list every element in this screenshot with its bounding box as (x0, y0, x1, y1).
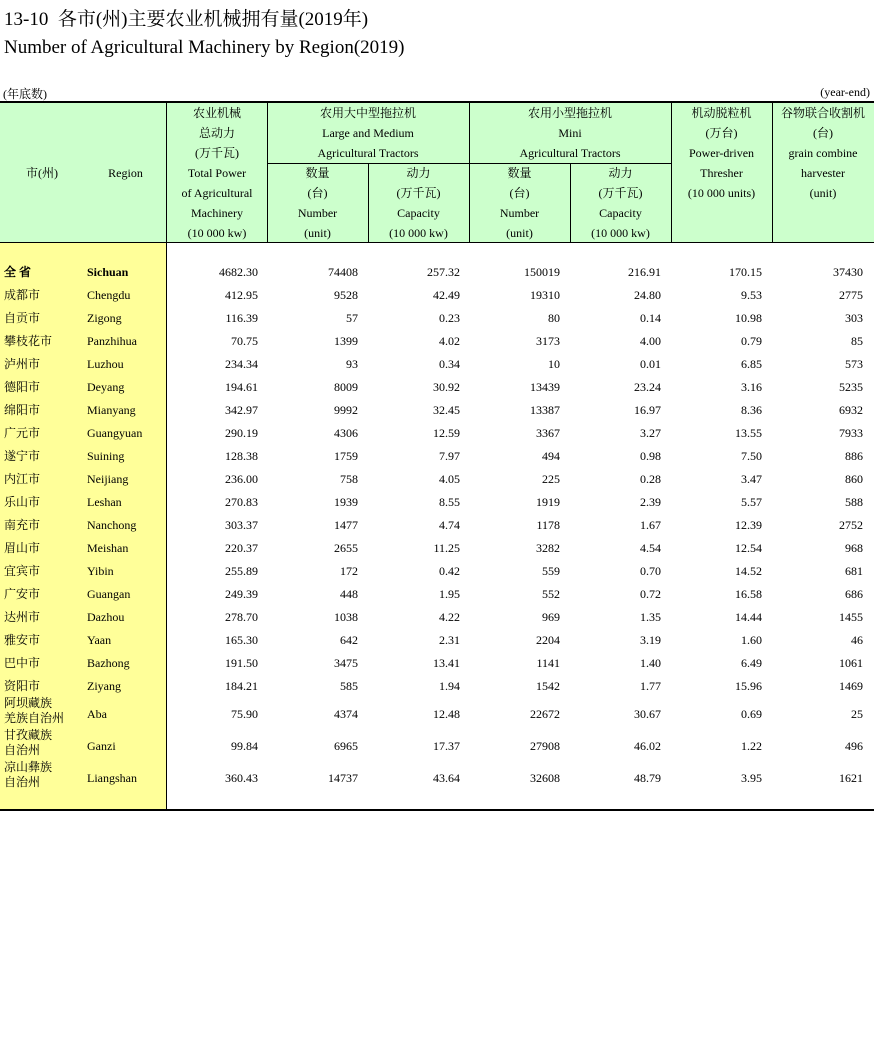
cell-lm-capacity: 1.95 (439, 587, 460, 601)
header-line: (unit) (506, 226, 533, 240)
header-line: (10 000 units) (687, 186, 756, 200)
cell-total-power: 234.34 (225, 357, 258, 371)
header-divider (570, 163, 571, 242)
region-name-en: Meishan (87, 541, 129, 555)
cell-total-power: 278.70 (225, 610, 258, 624)
cell-thresher: 1.22 (741, 739, 762, 753)
cell-harvester: 85 (851, 334, 863, 348)
cell-total-power: 99.84 (231, 739, 258, 753)
cell-mini-number: 1178 (536, 518, 560, 532)
cell-thresher: 3.16 (741, 380, 762, 394)
region-name-cn: 绵阳市 (4, 403, 41, 417)
header-region-en: Region (108, 166, 143, 180)
cell-mini-capacity: 16.97 (634, 403, 661, 417)
cell-lm-number: 3475 (334, 656, 358, 670)
cell-lm-capacity: 0.42 (439, 564, 460, 578)
cell-thresher: 9.53 (741, 288, 762, 302)
cell-mini-capacity: 216.91 (628, 265, 661, 279)
cell-thresher: 3.47 (741, 472, 762, 486)
cell-harvester: 1621 (839, 771, 863, 785)
cell-mini-capacity: 0.28 (640, 472, 661, 486)
cell-mini-capacity: 1.40 (640, 656, 661, 670)
header-line: harvester (801, 166, 845, 180)
cell-total-power: 360.43 (225, 771, 258, 785)
cell-total-power: 290.19 (225, 426, 258, 440)
header-line: grain combine (788, 146, 858, 160)
cell-thresher: 14.44 (735, 610, 762, 624)
cell-lm-capacity: 30.92 (433, 380, 460, 394)
cell-lm-number: 14737 (328, 771, 358, 785)
region-name-en: Bazhong (87, 656, 130, 670)
table-row (0, 377, 874, 397)
cell-mini-capacity: 1.67 (640, 518, 661, 532)
region-name-en: Deyang (87, 380, 125, 394)
table-row (0, 469, 874, 489)
cell-mini-number: 10 (548, 357, 560, 371)
cell-total-power: 128.38 (225, 449, 258, 463)
cell-harvester: 6932 (839, 403, 863, 417)
cell-thresher: 0.69 (741, 707, 762, 721)
header-line: Capacity (599, 206, 642, 220)
region-name-cn-line: 自治州 (4, 775, 41, 789)
region-name-cn (4, 728, 52, 758)
cell-lm-capacity: 1.94 (439, 679, 460, 693)
cell-mini-number: 969 (542, 610, 560, 624)
header-large-capacity (368, 163, 469, 242)
region-name-cn: 宜宾市 (4, 564, 41, 578)
cell-harvester: 46 (851, 633, 863, 647)
cell-mini-capacity: 23.24 (634, 380, 661, 394)
header-line: 农用小型拖拉机 (527, 106, 612, 120)
header-divider (267, 103, 268, 242)
cell-lm-number: 93 (346, 357, 358, 371)
header-line: (台) (509, 186, 530, 200)
cell-thresher: 1.60 (741, 633, 762, 647)
cell-mini-number: 13439 (530, 380, 560, 394)
cell-lm-capacity: 4.05 (439, 472, 460, 486)
cell-total-power: 116.39 (225, 311, 258, 325)
table-row (0, 354, 874, 374)
header-harvester (772, 103, 874, 242)
cell-mini-capacity: 3.19 (640, 633, 661, 647)
cell-thresher: 5.57 (741, 495, 762, 509)
table-row (0, 760, 874, 792)
cell-mini-capacity: 0.98 (640, 449, 661, 463)
cell-mini-number: 1919 (536, 495, 560, 509)
cell-lm-capacity: 42.49 (433, 288, 460, 302)
region-name-en: Leshan (87, 495, 122, 509)
table-row (0, 400, 874, 420)
cell-mini-capacity: 0.70 (640, 564, 661, 578)
cell-mini-number: 552 (542, 587, 560, 601)
cell-total-power: 303.37 (225, 518, 258, 532)
header-line: Capacity (397, 206, 440, 220)
cell-thresher: 12.54 (735, 541, 762, 555)
cell-mini-number: 3367 (536, 426, 560, 440)
cell-harvester: 303 (845, 311, 863, 325)
header-line: (unit) (304, 226, 331, 240)
region-name-cn: 德阳市 (4, 380, 41, 394)
cell-lm-number: 1477 (334, 518, 358, 532)
region-name-cn-line: 羌族自治州 (4, 711, 65, 725)
cell-harvester: 886 (845, 449, 863, 463)
cell-mini-capacity: 0.14 (640, 311, 661, 325)
cell-harvester: 1061 (839, 656, 863, 670)
table-row (0, 607, 874, 627)
cell-harvester: 573 (845, 357, 863, 371)
region-name-cn: 雅安市 (4, 633, 41, 647)
cell-mini-number: 3173 (536, 334, 560, 348)
cell-mini-capacity: 3.27 (640, 426, 661, 440)
cell-thresher: 170.15 (729, 265, 762, 279)
cell-lm-capacity: 0.34 (439, 357, 460, 371)
cell-lm-number: 448 (340, 587, 358, 601)
cell-lm-capacity: 17.37 (433, 739, 460, 753)
table-header (0, 101, 874, 243)
table-row (0, 676, 874, 696)
header-line: (万千瓦) (195, 146, 239, 160)
region-name-cn (4, 696, 64, 726)
region-name-cn-line: 自治州 (4, 743, 41, 757)
region-name-cn: 资阳市 (4, 679, 41, 693)
region-name-en: Neijiang (87, 472, 129, 486)
cell-total-power: 249.39 (225, 587, 258, 601)
cell-lm-number: 1399 (334, 334, 358, 348)
header-line: 数量 (305, 166, 330, 180)
table-bottom-rule (0, 809, 874, 811)
region-name-cn: 南充市 (4, 518, 41, 532)
cell-thresher: 8.36 (741, 403, 762, 417)
region-name-en: Yaan (87, 633, 112, 647)
region-name-en: Suining (87, 449, 125, 463)
cell-harvester: 860 (845, 472, 863, 486)
region-name-en: Dazhou (87, 610, 125, 624)
cell-mini-capacity: 0.01 (640, 357, 661, 371)
cell-thresher: 12.39 (735, 518, 762, 532)
header-line: (10 000 kw) (389, 226, 448, 240)
table-row (0, 285, 874, 305)
region-name-cn: 泸州市 (4, 357, 41, 371)
header-mini-capacity (570, 163, 671, 242)
cell-mini-number: 19310 (530, 288, 560, 302)
cell-total-power: 342.97 (225, 403, 258, 417)
cell-lm-capacity: 11.25 (433, 541, 460, 555)
header-line: (台) (307, 186, 328, 200)
table-row (0, 423, 874, 443)
cell-mini-number: 13387 (530, 403, 560, 417)
cell-total-power: 270.83 (225, 495, 258, 509)
region-name-en: Yibin (87, 564, 114, 578)
header-line: Mini (558, 126, 582, 140)
region-name-en: Liangshan (87, 771, 137, 785)
cell-mini-capacity: 1.35 (640, 610, 661, 624)
cell-mini-capacity: 48.79 (634, 771, 661, 785)
table-row (0, 331, 874, 351)
region-name-cn: 巴中市 (4, 656, 41, 670)
header-line: Agricultural Tractors (317, 146, 419, 160)
header-divider (469, 103, 470, 242)
cell-mini-number: 27908 (530, 739, 560, 753)
header-divider (267, 163, 671, 164)
table-row (0, 262, 874, 282)
cell-mini-capacity: 4.54 (640, 541, 661, 555)
region-name-cn: 广元市 (4, 426, 41, 440)
table-row (0, 538, 874, 558)
cell-harvester: 25 (851, 707, 863, 721)
cell-total-power: 75.90 (231, 707, 258, 721)
header-line: Machinery (191, 206, 243, 220)
header-line: Number (499, 206, 540, 220)
region-name-en: Nanchong (87, 518, 137, 532)
region-name-cn: 眉山市 (4, 541, 41, 555)
header-divider (166, 103, 167, 242)
cell-lm-number: 9528 (334, 288, 358, 302)
header-line: (台) (813, 126, 833, 140)
header-line: 农业机械 (192, 106, 241, 120)
table-row (0, 561, 874, 581)
region-name-cn (4, 760, 52, 790)
header-line: (10 000 kw) (187, 226, 247, 240)
cell-harvester: 1469 (839, 679, 863, 693)
header-divider (368, 163, 369, 242)
cell-thresher: 3.95 (741, 771, 762, 785)
cell-harvester: 588 (845, 495, 863, 509)
cell-total-power: 4682.30 (219, 265, 258, 279)
cell-mini-capacity: 0.72 (640, 587, 661, 601)
header-line: Total Power (187, 166, 247, 180)
region-name-cn: 广安市 (4, 587, 41, 601)
region-name-en: Zigong (87, 311, 122, 325)
cell-lm-capacity: 4.74 (439, 518, 460, 532)
cell-lm-capacity: 4.02 (439, 334, 460, 348)
cell-lm-number: 758 (340, 472, 358, 486)
cell-harvester: 2775 (839, 288, 863, 302)
table-row (0, 696, 874, 728)
region-name-en: Sichuan (87, 265, 129, 279)
header-line: 农用大中型拖拉机 (319, 106, 416, 120)
header-line: 数量 (507, 166, 532, 180)
region-name-en: Ganzi (87, 739, 116, 753)
header-line: 谷物联合收割机 (780, 106, 865, 120)
cell-harvester: 968 (845, 541, 863, 555)
cell-mini-capacity: 2.39 (640, 495, 661, 509)
cell-total-power: 70.75 (231, 334, 258, 348)
cell-harvester: 5235 (839, 380, 863, 394)
cell-lm-capacity: 2.31 (439, 633, 460, 647)
header-total-power (167, 103, 267, 242)
header-line: (万台) (705, 126, 738, 140)
cell-lm-capacity: 12.59 (433, 426, 460, 440)
region-name-cn-line: 甘孜藏族 (4, 728, 53, 742)
cell-lm-number: 4306 (334, 426, 358, 440)
region-name-cn: 全 省 (4, 265, 32, 279)
region-name-en: Mianyang (87, 403, 136, 417)
cell-lm-number: 1038 (334, 610, 358, 624)
cell-lm-number: 4374 (334, 707, 358, 721)
cell-harvester: 496 (845, 739, 863, 753)
region-name-en: Aba (87, 707, 107, 721)
header-line: 动力 (608, 166, 633, 180)
header-line: 总动力 (198, 126, 235, 140)
cell-mini-number: 494 (542, 449, 560, 463)
cell-lm-number: 6965 (334, 739, 358, 753)
cell-total-power: 184.21 (225, 679, 258, 693)
cell-thresher: 0.79 (741, 334, 762, 348)
cell-lm-capacity: 13.41 (433, 656, 460, 670)
cell-lm-capacity: 7.97 (439, 449, 460, 463)
cell-lm-capacity: 8.55 (439, 495, 460, 509)
region-name-en: Ziyang (87, 679, 121, 693)
header-line: Thresher (700, 166, 743, 180)
cell-total-power: 194.61 (225, 380, 258, 394)
region-name-cn-line: 阿坝藏族 (4, 696, 53, 710)
table-row (0, 584, 874, 604)
cell-lm-number: 1759 (334, 449, 358, 463)
cell-thresher: 6.49 (741, 656, 762, 670)
cell-thresher: 15.96 (735, 679, 762, 693)
cell-thresher: 7.50 (741, 449, 762, 463)
cell-total-power: 220.37 (225, 541, 258, 555)
region-name-en: Chengdu (87, 288, 131, 302)
cell-lm-capacity: 43.64 (433, 771, 460, 785)
table-row (0, 515, 874, 535)
cell-thresher: 10.98 (735, 311, 762, 325)
cell-total-power: 191.50 (225, 656, 258, 670)
cell-lm-number: 642 (340, 633, 358, 647)
cell-lm-capacity: 257.32 (427, 265, 460, 279)
cell-lm-capacity: 32.45 (433, 403, 460, 417)
cell-thresher: 14.52 (735, 564, 762, 578)
region-name-cn: 成都市 (4, 288, 41, 302)
region-name-cn: 达州市 (4, 610, 41, 624)
cell-lm-number: 57 (346, 311, 358, 325)
cell-harvester: 2752 (839, 518, 863, 532)
unit-note-en: (year-end) (820, 85, 870, 99)
table-row (0, 446, 874, 466)
header-large-number (267, 163, 368, 242)
cell-mini-number: 32608 (530, 771, 560, 785)
cell-mini-number: 150019 (524, 265, 560, 279)
cell-mini-number: 3282 (536, 541, 560, 555)
cell-lm-number: 585 (340, 679, 358, 693)
header-divider (671, 103, 672, 242)
table-row (0, 308, 874, 328)
table-row (0, 653, 874, 673)
cell-mini-number: 80 (548, 311, 560, 325)
table-title-en: Number of Agricultural Machinery by Region(2019) (4, 37, 405, 58)
region-name-en: Guangan (87, 587, 131, 601)
cell-mini-capacity: 24.80 (634, 288, 661, 302)
cell-mini-number: 2204 (536, 633, 560, 647)
region-name-en: Guangyuan (87, 426, 143, 440)
header-mini-number (469, 163, 570, 242)
region-name-cn: 攀枝花市 (4, 334, 53, 348)
cell-lm-number: 172 (340, 564, 358, 578)
cell-harvester: 686 (845, 587, 863, 601)
cell-thresher: 13.55 (735, 426, 762, 440)
cell-lm-capacity: 12.48 (433, 707, 460, 721)
cell-mini-number: 1141 (536, 656, 560, 670)
region-name-cn: 乐山市 (4, 495, 41, 509)
header-line: Large and Medium (322, 126, 414, 140)
cell-lm-number: 8009 (334, 380, 358, 394)
header-divider (772, 103, 773, 242)
region-name-en: Panzhihua (87, 334, 137, 348)
header-line: (unit) (809, 186, 837, 200)
cell-harvester: 681 (845, 564, 863, 578)
region-name-en: Luzhou (87, 357, 124, 371)
cell-mini-number: 22672 (530, 707, 560, 721)
cell-thresher: 16.58 (735, 587, 762, 601)
cell-mini-number: 225 (542, 472, 560, 486)
cell-total-power: 412.95 (225, 288, 258, 302)
header-city (0, 103, 167, 242)
cell-lm-capacity: 0.23 (439, 311, 460, 325)
header-line: 机动脱粒机 (691, 106, 752, 120)
region-name-cn: 遂宁市 (4, 449, 41, 463)
cell-mini-capacity: 4.00 (640, 334, 661, 348)
header-mini-group (469, 103, 671, 163)
cell-total-power: 165.30 (225, 633, 258, 647)
table-row (0, 492, 874, 512)
cell-harvester: 7933 (839, 426, 863, 440)
header-thresher (671, 103, 772, 242)
cell-total-power: 255.89 (225, 564, 258, 578)
region-name-cn: 内江市 (4, 472, 41, 486)
table-row (0, 630, 874, 650)
header-large-group (267, 103, 469, 163)
table-row (0, 728, 874, 760)
header-line: (万千瓦) (598, 186, 643, 200)
header-line: (万千瓦) (396, 186, 441, 200)
cell-lm-number: 2655 (334, 541, 358, 555)
cell-lm-capacity: 4.22 (439, 610, 460, 624)
region-name-cn-line: 凉山彝族 (4, 760, 53, 774)
header-line: 动力 (406, 166, 431, 180)
table-title-cn (4, 4, 368, 31)
header-line: Number (297, 206, 338, 220)
cell-mini-number: 559 (542, 564, 560, 578)
cell-lm-number: 74408 (328, 265, 358, 279)
header-line: (10 000 kw) (591, 226, 650, 240)
cell-lm-number: 9992 (334, 403, 358, 417)
cell-mini-number: 1542 (536, 679, 560, 693)
cell-mini-capacity: 46.02 (634, 739, 661, 753)
cell-harvester: 1455 (839, 610, 863, 624)
cell-mini-capacity: 30.67 (634, 707, 661, 721)
cell-thresher: 6.85 (741, 357, 762, 371)
unit-note-cn: (年底数) (3, 87, 47, 101)
header-line: of Agricultural (181, 186, 253, 200)
header-city-cn: 市(州) (26, 166, 58, 180)
table-number: 13-10 (4, 9, 49, 30)
cell-mini-capacity: 1.77 (640, 679, 661, 693)
cell-lm-number: 1939 (334, 495, 358, 509)
cell-harvester: 37430 (833, 265, 863, 279)
header-line: Power-driven (688, 146, 755, 160)
header-line: Agricultural Tractors (519, 146, 621, 160)
region-name-cn: 自贡市 (4, 311, 41, 325)
title-cn-text: 各市(州)主要农业机械拥有量(2019年) (57, 9, 369, 30)
cell-total-power: 236.00 (225, 472, 258, 486)
